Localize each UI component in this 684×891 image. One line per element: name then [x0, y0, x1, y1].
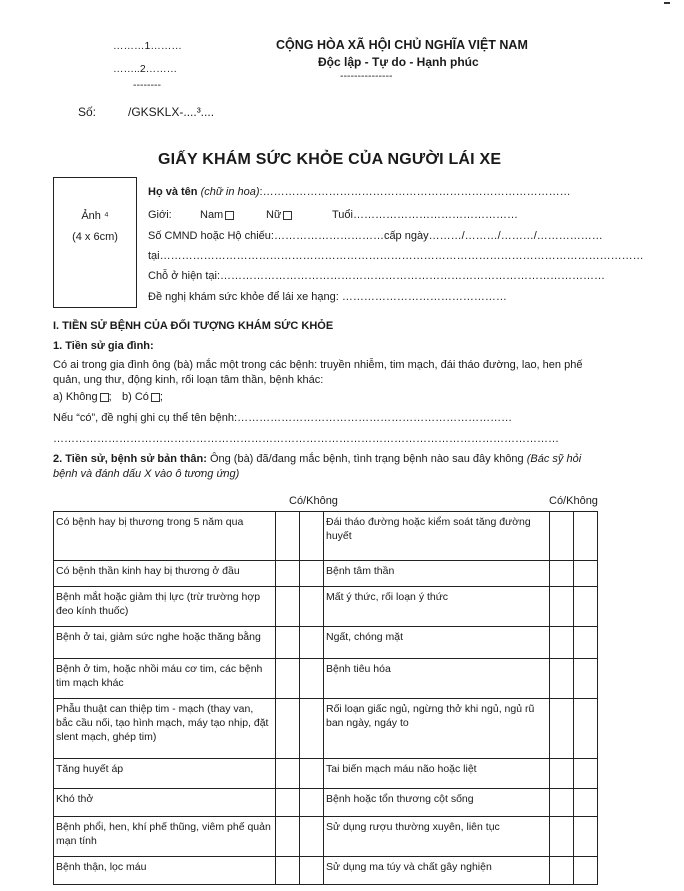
condition-left: Bệnh ở tim, hoặc nhồi máu cơ tim, các bệnh tim mạch khác	[54, 659, 276, 699]
answer-no-left[interactable]	[300, 561, 324, 587]
condition-right: Đái tháo đường hoặc kiểm soát tăng đường huyết	[324, 512, 550, 561]
female-label: Nữ	[266, 209, 282, 221]
option-yes-label: b) Có	[122, 391, 149, 403]
name-row	[148, 186, 571, 198]
answer-no-left[interactable]	[300, 627, 324, 659]
condition-left: Bệnh phổi, hen, khí phế thũng, viêm phế quản mạn tính	[54, 817, 276, 857]
answer-yes-left[interactable]	[276, 817, 300, 857]
country-name: CỘNG HÒA XÃ HỘI CHỦ NGHĨA VIỆT NAM	[276, 38, 528, 52]
answer-no-left[interactable]	[300, 817, 324, 857]
answer-yes-left[interactable]	[276, 627, 300, 659]
name-hint: (chữ in hoa)	[200, 186, 260, 198]
answer-yes-right[interactable]	[550, 512, 574, 561]
table-row	[54, 857, 598, 885]
answer-yes-right[interactable]	[550, 759, 574, 789]
disease-name-continuation[interactable]: …………………………………………………………………………………………………………………………	[53, 433, 559, 445]
answer-no-left[interactable]	[300, 759, 324, 789]
answer-yes-left[interactable]	[276, 512, 300, 561]
self-history-hint: (Bác sỹ hỏi bệnh và đánh dấu X vào ô tương ứng)	[53, 453, 582, 480]
condition-right: Sử dụng rượu thường xuyên, liên tục	[324, 817, 550, 857]
answer-yes-left[interactable]	[276, 699, 300, 759]
gender-male-option[interactable]	[200, 209, 234, 221]
option-no-checkbox[interactable]	[100, 393, 109, 402]
condition-right: Bệnh tâm thần	[324, 561, 550, 587]
family-option-yes[interactable]: b) Có ;	[122, 391, 163, 403]
answer-yes-right[interactable]	[550, 699, 574, 759]
so-label: Số:	[78, 105, 97, 119]
answer-yes-right[interactable]	[550, 817, 574, 857]
answer-yes-right[interactable]	[550, 857, 574, 885]
answer-yes-right[interactable]	[550, 659, 574, 699]
gender-label: Giới:	[148, 209, 172, 221]
issuer-line-2: ……..2………	[113, 63, 178, 75]
issuer-line-1: ………1………	[113, 40, 182, 52]
answer-no-right[interactable]	[574, 659, 598, 699]
history-table	[53, 511, 598, 885]
answer-yes-left[interactable]	[276, 789, 300, 817]
photo-box	[53, 177, 137, 308]
condition-left: Khó thở	[54, 789, 276, 817]
condition-left: Bệnh ở tai, giảm sức nghe hoặc thăng bằng	[54, 627, 276, 659]
answer-no-right[interactable]	[574, 627, 598, 659]
answer-no-left[interactable]	[300, 512, 324, 561]
photo-size: (4 x 6cm)	[72, 231, 118, 243]
option-no-label: a) Không	[53, 391, 98, 403]
residence-field[interactable]: Chỗ ở hiện tại:……………………………………………………………………………………………	[148, 270, 606, 282]
table-row	[54, 627, 598, 659]
condition-left: Có bệnh thần kinh hay bị thương ở đầu	[54, 561, 276, 587]
answer-no-left[interactable]	[300, 659, 324, 699]
table-row	[54, 699, 598, 759]
answer-no-right[interactable]	[574, 561, 598, 587]
col-header-left: Có/Không	[289, 495, 338, 507]
answer-no-right[interactable]	[574, 759, 598, 789]
answer-yes-right[interactable]	[550, 789, 574, 817]
condition-left: Bệnh mắt hoặc giảm thị lực (trừ trường hợp đeo kính thuốc)	[54, 587, 276, 627]
name-label: Họ và tên	[148, 186, 198, 198]
condition-left: Bệnh thận, lọc máu	[54, 857, 276, 885]
condition-right: Tai biến mạch máu não hoặc liệt	[324, 759, 550, 789]
answer-yes-left[interactable]	[276, 561, 300, 587]
answer-yes-right[interactable]	[550, 627, 574, 659]
answer-no-right[interactable]	[574, 817, 598, 857]
option-yes-checkbox[interactable]	[151, 393, 160, 402]
table-row	[54, 817, 598, 857]
answer-no-right[interactable]	[574, 512, 598, 561]
condition-right: Sử dụng ma túy và chất gây nghiện	[324, 857, 550, 885]
answer-yes-left[interactable]	[276, 857, 300, 885]
self-history-question: Ông (bà) đã/đang mắc bệnh, tình trạng bệnh nào sau đây không	[209, 453, 524, 465]
answer-no-left[interactable]	[300, 789, 324, 817]
table-row	[54, 561, 598, 587]
family-history-heading: 1. Tiền sử gia đình:	[53, 340, 154, 352]
condition-right: Bệnh tiêu hóa	[324, 659, 550, 699]
gender-female-option[interactable]	[266, 209, 292, 221]
family-option-no[interactable]: a) Không ;	[53, 391, 112, 403]
condition-right: Bệnh hoặc tổn thương cột sống	[324, 789, 550, 817]
answer-yes-left[interactable]	[276, 587, 300, 627]
scan-mark	[664, 2, 670, 4]
answer-no-left[interactable]	[300, 857, 324, 885]
condition-left: Tăng huyết áp	[54, 759, 276, 789]
condition-right: Ngất, chóng mặt	[324, 627, 550, 659]
section-1-heading: I. TIỀN SỬ BỆNH CỦA ĐỐI TƯỢNG KHÁM SỨC KHỎE	[53, 320, 334, 332]
condition-right: Rối loạn giấc ngủ, ngừng thở khi ngủ, ngủ rũ ban ngày, ngáy to	[324, 699, 550, 759]
national-motto: Độc lập - Tự do - Hạnh phúc	[318, 55, 479, 69]
self-history-text	[53, 452, 601, 482]
age-field[interactable]: Tuổi………………………………………	[332, 209, 518, 221]
answer-no-right[interactable]	[574, 789, 598, 817]
answer-yes-right[interactable]	[550, 587, 574, 627]
id-field[interactable]: Số CMND hoặc Hộ chiếu:…………………………cấp ngày………/………/………/………………	[148, 230, 603, 242]
answer-yes-left[interactable]	[276, 659, 300, 699]
answer-no-left[interactable]	[300, 587, 324, 627]
answer-yes-right[interactable]	[550, 561, 574, 587]
condition-left: Phẫu thuật can thiệp tim - mạch (thay van, bắc cầu nối, tạo hình mạch, máy tạo nhịp, đặt slent mạch, ghép tim)	[54, 699, 276, 759]
self-history-heading: 2. Tiền sử, bệnh sử bản thân:	[53, 453, 207, 465]
so-value: /GKSKLX-....³....	[128, 105, 215, 119]
family-history-question: Có ai trong gia đình ông (bà) mắc một trong các bệnh: truyền nhiễm, tim mạch, đái tháo đường, lao, hen phế quản, ung thư, động kinh, rối loạn tâm thần, bệnh khác:	[53, 359, 583, 386]
page-title: GIẤY KHÁM SỨC KHỎE CỦA NGƯỜI LÁI XE	[158, 151, 502, 168]
disease-name-field[interactable]: Nếu “có”, đề nghị ghi cụ thể tên bệnh:…………………………………………………………………	[53, 412, 513, 424]
name-field[interactable]: :…………………………………………………………………………	[259, 186, 571, 198]
answer-yes-left[interactable]	[276, 759, 300, 789]
answer-no-right[interactable]	[574, 699, 598, 759]
female-checkbox[interactable]	[283, 211, 292, 220]
table-row	[54, 512, 598, 561]
condition-right: Mất ý thức, rối loạn ý thức	[324, 587, 550, 627]
table-row	[54, 789, 598, 817]
answer-no-left[interactable]	[300, 699, 324, 759]
table-row	[54, 759, 598, 789]
male-label: Nam	[200, 209, 224, 221]
col-header-right: Có/Không	[549, 495, 598, 507]
motto-dash: ---------------	[340, 70, 393, 82]
condition-left: Có bệnh hay bị thương trong 5 năm qua	[54, 512, 276, 561]
table-row	[54, 587, 598, 627]
answer-no-right[interactable]	[574, 587, 598, 627]
license-class-field[interactable]: Đề nghị khám sức khỏe để lái xe hạng: ………………………………………	[148, 291, 507, 303]
issue-place-field[interactable]: tại……………………………………………………………………………………………………………………	[148, 250, 644, 262]
table-row	[54, 659, 598, 699]
male-checkbox[interactable]	[225, 211, 234, 220]
issuer-dash: --------	[133, 79, 161, 91]
answer-no-right[interactable]	[574, 857, 598, 885]
photo-label: Ảnh ⁴	[81, 210, 109, 222]
